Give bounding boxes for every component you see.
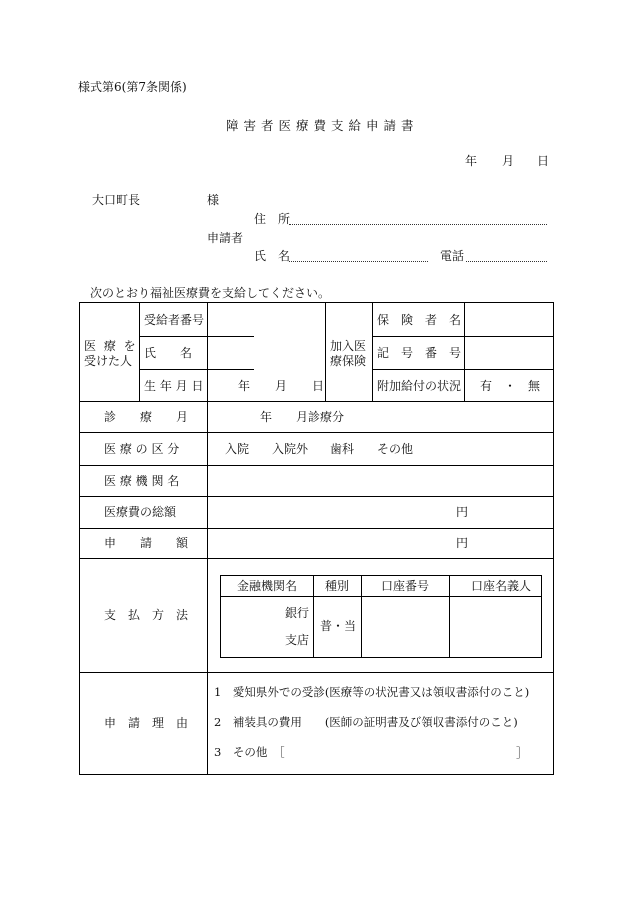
category-option-dental[interactable]: 歯科 [330,442,355,456]
insurance-group-label-2: 療保険 [330,354,367,368]
recipient-number-label: 受給者番号 [144,313,205,327]
phone-label: 電話 [440,249,465,263]
application-form-table [79,302,554,775]
date-day-label: 日 [537,154,550,168]
intro-text: 次のとおり福祉医療費を支給してください。 [90,286,331,300]
honorific: 様 [207,193,220,207]
treatment-month-value[interactable]: 年 月診療分 [260,410,345,424]
insurer-name-label: 保 険 者 名 [377,313,462,327]
form-number: 様式第6(第7条関係) [78,80,187,94]
patient-group-label: 医 療 を [84,339,138,353]
birth-date-label: 生 年 月 日 [144,379,204,393]
patient-name-label: 氏 名 [144,346,193,360]
total-cost-unit: 円 [456,505,469,519]
patient-group-label-2: 受けた人 [84,354,133,368]
mayor-addressee: 大口町長 [92,193,141,207]
institution-name-field[interactable] [209,467,552,495]
reason-item-2[interactable]: 2 補装具の費用 (医師の証明書及び領収書添付のこと) [214,715,518,729]
birth-month-label: 月 [275,379,288,393]
branch-suffix: 支店 [285,633,310,647]
applicant-name-field[interactable] [289,261,428,262]
address-label: 住 所 [254,212,291,226]
account-number-header: 口座番号 [381,579,430,593]
account-type-choice[interactable]: 普・当 [320,619,357,633]
application-reason-label: 申 請 理 由 [104,716,189,730]
applicant-label: 申請者 [207,231,244,245]
supplement-status-label: 附加給付の状況 [377,379,462,393]
account-type-header: 種別 [325,579,350,593]
phone-field[interactable] [466,261,547,262]
symbol-number-label: 記 号 番 号 [377,346,462,360]
treatment-month-label: 診 療 月 [104,410,189,424]
reason-item-1[interactable]: 1 愛知県外での受診(医療等の状況書又は領収書添付のこと) [214,685,530,699]
request-amount-unit: 円 [456,536,469,550]
birth-day-label: 日 [312,379,325,393]
page-title: 障害者医療費支給申請書 [226,118,419,133]
total-cost-label: 医療費の総額 [104,505,177,519]
date-year-label: 年 [465,154,478,168]
date-month-label: 月 [502,154,515,168]
reason-close-bracket: ］ [516,746,529,760]
recipient-number-field[interactable] [209,304,323,335]
medical-category-label: 医 療 の 区 分 [104,442,180,456]
account-holder-header: 口座名義人 [471,579,532,593]
payment-method-label: 支 払 方 法 [104,608,189,622]
bank-suffix: 銀行 [285,606,310,620]
category-option-other[interactable]: その他 [377,442,414,456]
reason-item-3[interactable]: 3 その他 ［ [214,745,285,759]
bank-account-table [220,575,542,658]
applicant-name-label: 氏 名 [254,249,291,263]
address-field[interactable] [289,224,547,225]
bank-name-header: 金融機関名 [237,579,298,593]
insurance-group-label: 加入医 [330,339,367,353]
category-option-outpatient[interactable]: 入院外 [272,442,309,456]
category-option-inpatient[interactable]: 入院 [225,442,250,456]
request-amount-label: 申 請 額 [104,536,189,550]
supplement-status-choice[interactable]: 有 ・ 無 [480,379,541,393]
institution-name-label: 医 療 機 関 名 [104,474,180,488]
birth-year-label: 年 [238,379,251,393]
